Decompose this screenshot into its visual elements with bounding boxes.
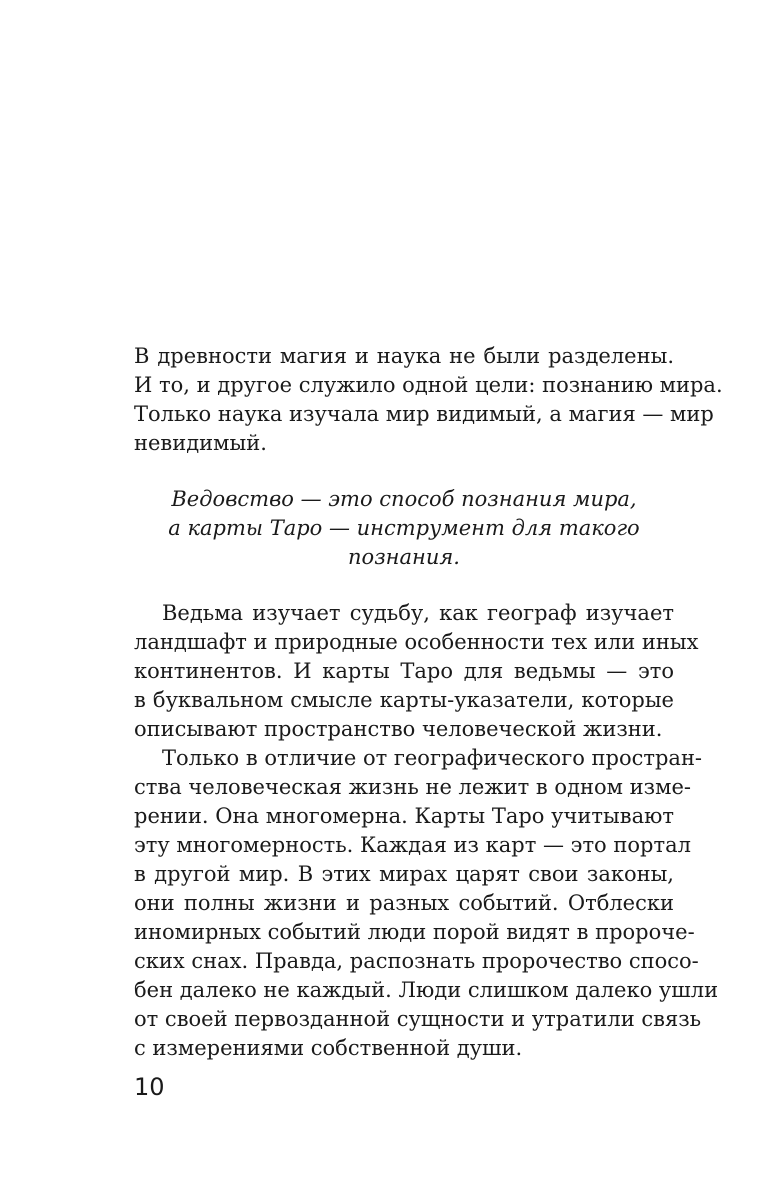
paragraph-two [134, 599, 699, 744]
text-line: описывают пространство человеческой жизни. [134, 717, 663, 741]
page-number: 10 [134, 1073, 165, 1101]
text-line: эту многомерность. Каждая из карт — это портал [134, 833, 691, 857]
quote-line: Ведовство — это способ познания мира, [171, 487, 637, 511]
text-line: Ведьма изучает судьбу, как географ изучает [162, 601, 674, 625]
text-line: в буквальном смысле карты-указатели, которые [134, 688, 674, 712]
text-line: ских снах. Правда, распознать пророчество спосо- [134, 949, 699, 973]
text-line: от своей первозданной сущности и утратили связь [134, 1007, 702, 1031]
quote-line: познания. [348, 545, 460, 569]
text-line: ландшафт и природные особенности тех или иных [134, 630, 699, 654]
text-line: В древности магия и наука не были разделены. [134, 344, 674, 368]
quote-line: а карты Таро — инструмент для такого [168, 516, 640, 540]
text-line: с измерениями собственной души. [134, 1036, 523, 1060]
italic-quote [134, 485, 674, 572]
text-line: бен далеко не каждый. Люди слишком далеко ушли [134, 978, 719, 1002]
intro-paragraph [134, 342, 723, 458]
text-line: ства человеческая жизнь не лежит в одном изме- [134, 775, 691, 799]
text-line: в другой мир. В этих мирах царят свои законы, [134, 862, 674, 886]
text-line: континентов. И карты Таро для ведьмы — это [134, 659, 674, 683]
text-line: Только наука изучала мир видимый, а магия — мир [134, 402, 714, 426]
text-line: рении. Она многомерна. Карты Таро учитывают [134, 804, 674, 828]
text-line: невидимый. [134, 431, 267, 455]
text-line: иномирных событий люди порой видят в пророче- [134, 920, 695, 944]
text-line: И то, и другое служило одной цели: познанию мира. [134, 373, 723, 397]
text-line: они полны жизни и разных событий. Отблески [134, 891, 674, 915]
text-line: Только в отличие от географического простран- [162, 746, 703, 770]
paragraph-three [134, 744, 719, 1063]
